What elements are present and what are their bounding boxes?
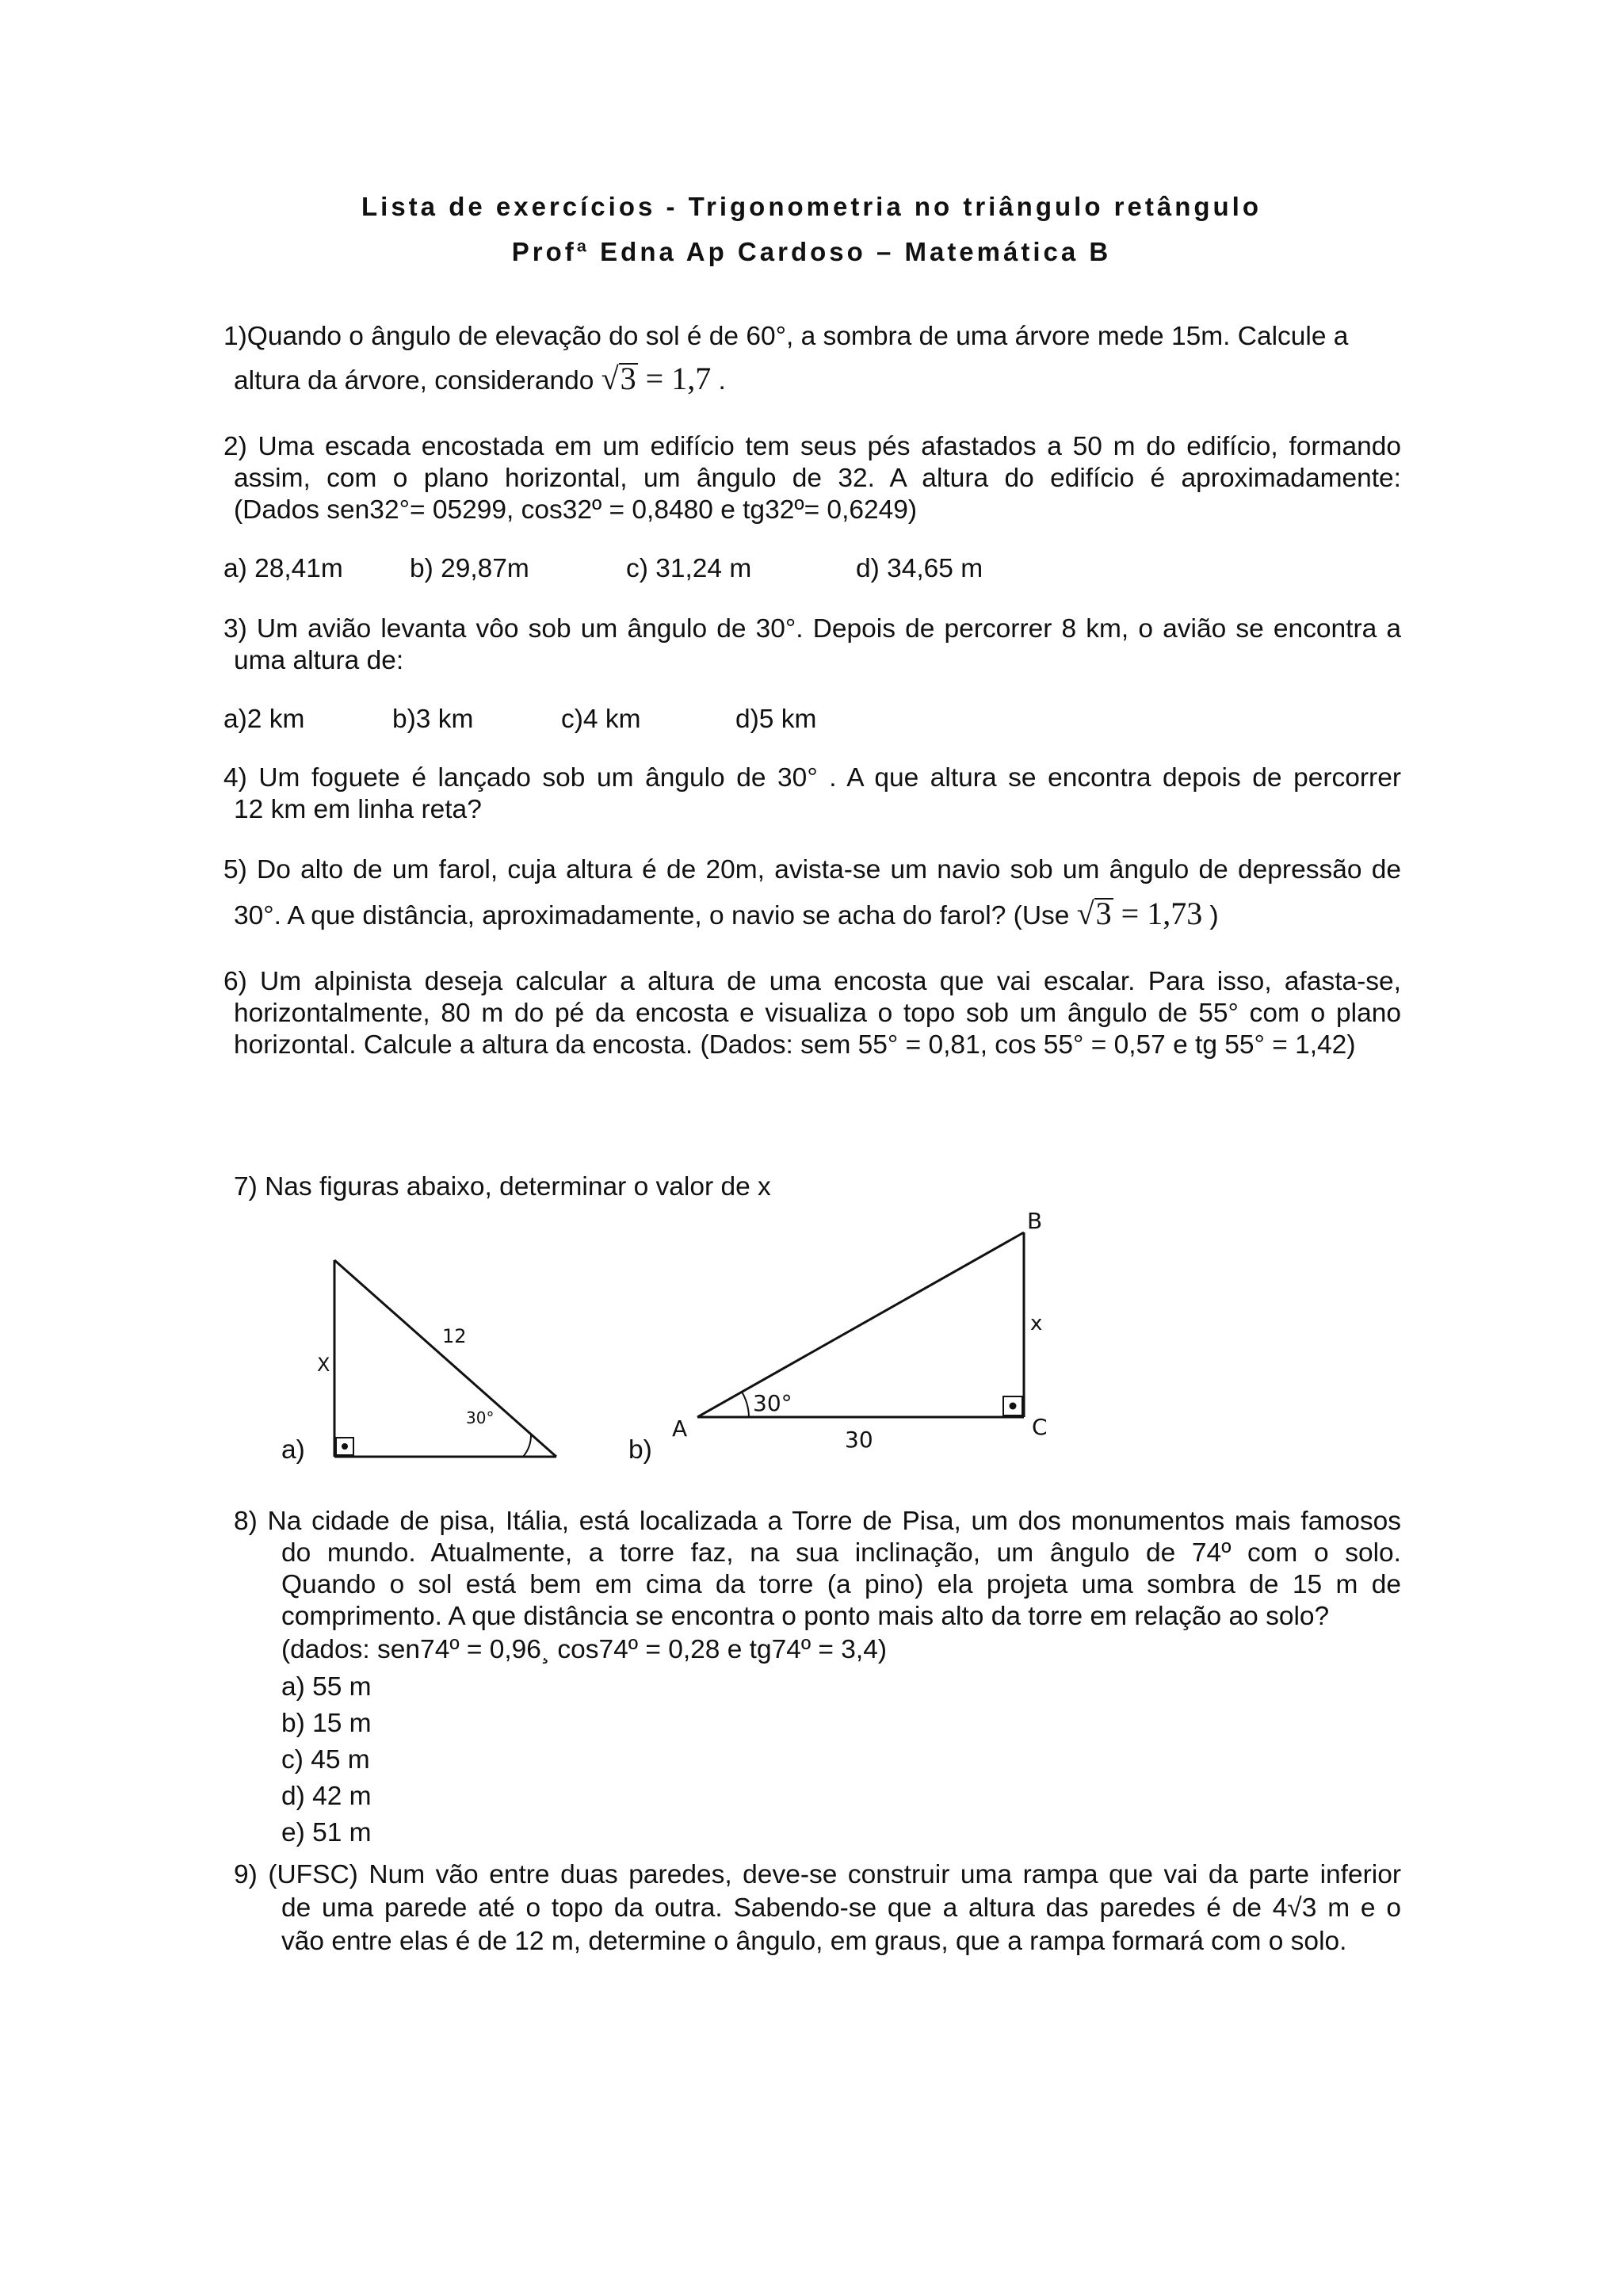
- figure-b-vertex-c: C: [1032, 1414, 1048, 1440]
- q1-text: altura da árvore, considerando: [234, 366, 594, 395]
- q2-option-d: d) 34,65 m: [856, 554, 983, 583]
- q9-line-1: 9) (UFSC) Num vão entre duas paredes, deve-se construir uma rampa que vai da parte inferior: [234, 1860, 1401, 1889]
- q5-sqrt-value: = 1,73: [1121, 896, 1203, 931]
- q2-line-2: assim, com o plano horizontal, um ângulo de 32. A altura do edifício é aproximadamente:: [234, 464, 1401, 493]
- q5-line-2: [234, 898, 1219, 932]
- figure-a-label-x: X: [317, 1354, 330, 1376]
- q5-line-1: 5) Do alto de um farol, cuja altura é de 20m, avista-se um navio sob um ângulo de depressão de: [223, 855, 1401, 884]
- q1-line-2: [234, 363, 726, 397]
- q6-line-1: 6) Um alpinista deseja calcular a altura de uma encosta que vai escalar. Para isso, afasta-se,: [223, 967, 1401, 996]
- figure-a-label: a): [281, 1435, 305, 1465]
- q8-line-3: Quando o sol está bem em cima da torre (a pino) ela projeta uma sombra de 15 m de: [281, 1570, 1401, 1599]
- figure-a-angle-arc: [523, 1435, 531, 1457]
- q3-line-2: uma altura de:: [234, 646, 404, 675]
- q8-option-a: a) 55 m: [281, 1672, 372, 1702]
- q8-line-2: do mundo. Atualmente, a torre faz, na sua inclinação, um ângulo de 74º com o solo.: [281, 1538, 1401, 1568]
- q3-option-c: c)4 km: [561, 705, 641, 734]
- figure-b-label: b): [628, 1435, 652, 1465]
- figure-b-hypotenuse: [697, 1232, 1024, 1417]
- q8-line-4: comprimento. A que distância se encontra o ponto mais alto da torre em relação ao solo?: [281, 1602, 1330, 1631]
- q1-line-1: 1)Quando o ângulo de elevação do sol é de 60°, a sombra de uma árvore mede 15m. Calcule a: [223, 322, 1349, 351]
- q9-line-3: vão entre elas é de 12 m, determine o ângulo, em graus, que a rampa formará com o solo.: [281, 1927, 1347, 1956]
- figure-a-label-angle: 30°: [466, 1408, 495, 1427]
- figure-a-hypotenuse: [334, 1260, 556, 1457]
- q3-line-1: 3) Um avião levanta vôo sob um ângulo de 30°. Depois de percorrer 8 km, o avião se encontra a: [223, 614, 1401, 644]
- q2-option-a: a) 28,41m: [223, 554, 343, 583]
- figure-b-right-angle-dot: [1010, 1403, 1017, 1410]
- q3-option-d: d)5 km: [735, 705, 817, 734]
- q5-end: ): [1209, 901, 1219, 930]
- q6-line-3: horizontal. Calcule a altura da encosta. (Dados: sem 55° = 0,81, cos 55° = 0,57 e tg 55° = 1,42): [234, 1030, 1356, 1060]
- q9-line-2: de uma parede até o topo da outra. Sabendo-se que a altura das paredes é de 4√3 m e o: [281, 1893, 1401, 1923]
- q8-option-b: b) 15 m: [281, 1709, 372, 1738]
- q8-option-d: d) 42 m: [281, 1782, 372, 1811]
- q8-line-5: (dados: sen74º = 0,96¸ cos74º = 0,28 e tg74º = 3,4): [281, 1635, 887, 1664]
- figure-a-label-hypotenuse: 12: [442, 1325, 467, 1347]
- q5-sqrt-formula: √3 = 1,73: [1076, 896, 1203, 931]
- q8-option-c: c) 45 m: [281, 1745, 370, 1775]
- figure-a-right-angle-dot: [342, 1443, 348, 1450]
- q2-option-b: b) 29,87m: [410, 554, 529, 583]
- figure-b-angle-arc: [742, 1392, 749, 1417]
- q3-option-a: a)2 km: [223, 705, 305, 734]
- q4-line-2: 12 km em linha reta?: [234, 795, 482, 824]
- q5-text: 30°. A que distância, aproximadamente, o navio se acha do farol? (Use: [234, 901, 1070, 930]
- figure-b-vertex-a: A: [672, 1415, 688, 1442]
- q7-line-1: 7) Nas figuras abaixo, determinar o valor de x: [234, 1172, 771, 1201]
- q4-line-1: 4) Um foguete é lançado sob um ângulo de 30° . A que altura se encontra depois de percorrer: [223, 763, 1401, 793]
- q8-option-e: e) 51 m: [281, 1818, 372, 1847]
- q2-option-c: c) 31,24 m: [626, 554, 752, 583]
- q2-line-1: 2) Uma escada encostada em um edifício tem seus pés afastados a 50 m do edifício, formando: [223, 432, 1401, 461]
- q1-end: .: [718, 366, 726, 395]
- figure-b-label-x: x: [1030, 1312, 1043, 1335]
- q3-option-b: b)3 km: [392, 705, 474, 734]
- q1-sqrt-value: = 1,7: [645, 361, 712, 396]
- worksheet-title: Lista de exercícios - Trigonometria no triângulo retângulo: [361, 192, 1262, 221]
- figure-b-triangle: [658, 1205, 1070, 1466]
- worksheet-subtitle: Profª Edna Ap Cardoso – Matemática B: [511, 237, 1112, 266]
- q6-line-2: horizontalmente, 80 m do pé da encosta e visualiza o topo sob um ângulo de 55° com o plano: [234, 999, 1401, 1028]
- figure-b-vertex-b: B: [1027, 1208, 1043, 1234]
- q1-sqrt-formula: √3 = 1,7: [601, 361, 712, 396]
- q2-line-3: (Dados sen32°= 05299, cos32º = 0,8480 e tg32º= 0,6249): [234, 495, 918, 525]
- figure-b-label-angle: 30°: [753, 1390, 792, 1416]
- figure-a-triangle: [301, 1244, 571, 1474]
- q5-sqrt-radicand: 3: [1095, 896, 1112, 931]
- q1-sqrt-radicand: 3: [620, 361, 636, 396]
- figure-b-label-base: 30: [845, 1427, 873, 1453]
- q8-line-1: 8) Na cidade de pisa, Itália, está localizada a Torre de Pisa, um dos monumentos mais famosos: [234, 1507, 1401, 1536]
